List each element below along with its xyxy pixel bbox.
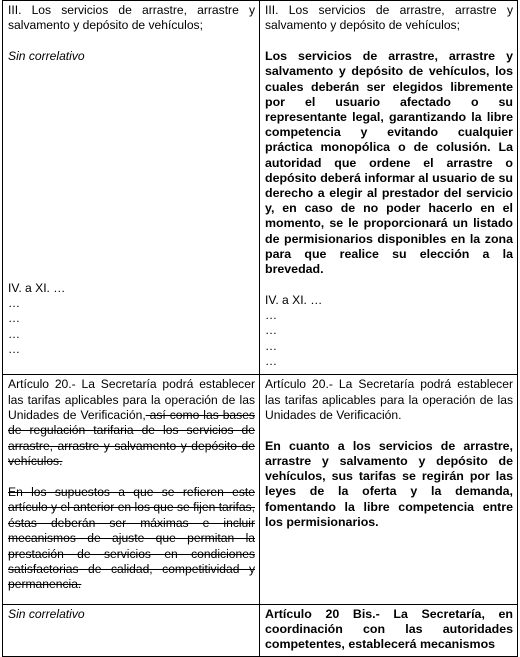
article-20-text	[8, 377, 255, 469]
ellipsis: …	[265, 308, 278, 323]
proposed-addition-text: En cuanto a los servicios de arrastre, arrastre y salvamento y depósito de vehículos, sus tarifas se regirán por las leyes de la oferta y la demanda, fomentando la libre competencia entre los permisionarios.	[265, 438, 513, 529]
article-20-kept-text: Artículo 20.- La Secretaría podrá establecer las tarifas aplicables para la operación de las Unidades de Verificación,	[8, 377, 255, 422]
current-text-cell	[3, 375, 260, 605]
range-text: IV. a XI. …	[265, 292, 323, 307]
deleted-paragraph: En los supuestos a que se refieren este artículo y el anterior en los que se fijen tarifas, éstas deberán ser máximas e incluir mecanismos de ajuste que permitan la prestación de servicios en condiciones satisfactorias de calidad, competitividad y permanencia.	[8, 484, 255, 592]
ellipsis: …	[265, 354, 278, 369]
ellipsis: …	[265, 323, 278, 338]
fraction-iii-text: III. Los servicios de arrastre, arrastre y salvamento y depósito de vehículos;	[265, 3, 513, 33]
no-correlative-text: Sin correlativo	[8, 49, 85, 64]
article-20-text: Artículo 20.- La Secretaría podrá establecer las tarifas aplicables para la operación de las Unidades de Verificación.	[265, 377, 513, 422]
ellipsis: …	[8, 296, 21, 311]
range-text: IV. a XI. …	[8, 280, 66, 295]
article-20-deleted-text: así como las bases de regulación tarifaria de los servicios de arrastre, arrastre y salvamento y depósito de vehículos.	[8, 407, 255, 469]
ellipsis: …	[8, 342, 21, 357]
article-20-bis-text: Artículo 20 Bis.- La Secretaría, en coordinación con las autoridades competentes, establecerá mecanismos	[265, 606, 513, 652]
proposed-addition-text: Los servicios de arrastre, arrastre y salvamento y depósito de vehículos, los cuales deberán ser elegidos libremente por el usuario afectado o su representante legal, garantizando la libre competencia y evitando cualquier práctica monopólica o de colusión. La autoridad que ordene el arrastre o depósito deberá informar al usuario de su derecho a elegir al prestador del servicio y, en caso de no poder hacerlo en el momento, se le proporcionará un listado de permisionarios disponibles en la zona para que realice su elección a la brevedad.	[265, 49, 513, 277]
comparison-table	[2, 0, 518, 657]
table-row	[3, 1, 518, 375]
ellipsis: …	[8, 326, 21, 341]
table-row	[3, 375, 518, 605]
current-text-cell	[3, 604, 260, 656]
ellipsis: …	[265, 338, 278, 353]
table-row	[3, 604, 518, 656]
proposed-text-cell	[260, 604, 518, 656]
fraction-iii-text: III. Los servicios de arrastre, arrastre y salvamento y depósito de vehículos;	[8, 3, 255, 33]
current-text-cell	[3, 1, 260, 375]
no-correlative-text: Sin correlativo	[8, 606, 85, 621]
ellipsis: …	[8, 311, 21, 326]
proposed-text-cell	[260, 375, 518, 605]
proposed-text-cell	[260, 1, 518, 375]
